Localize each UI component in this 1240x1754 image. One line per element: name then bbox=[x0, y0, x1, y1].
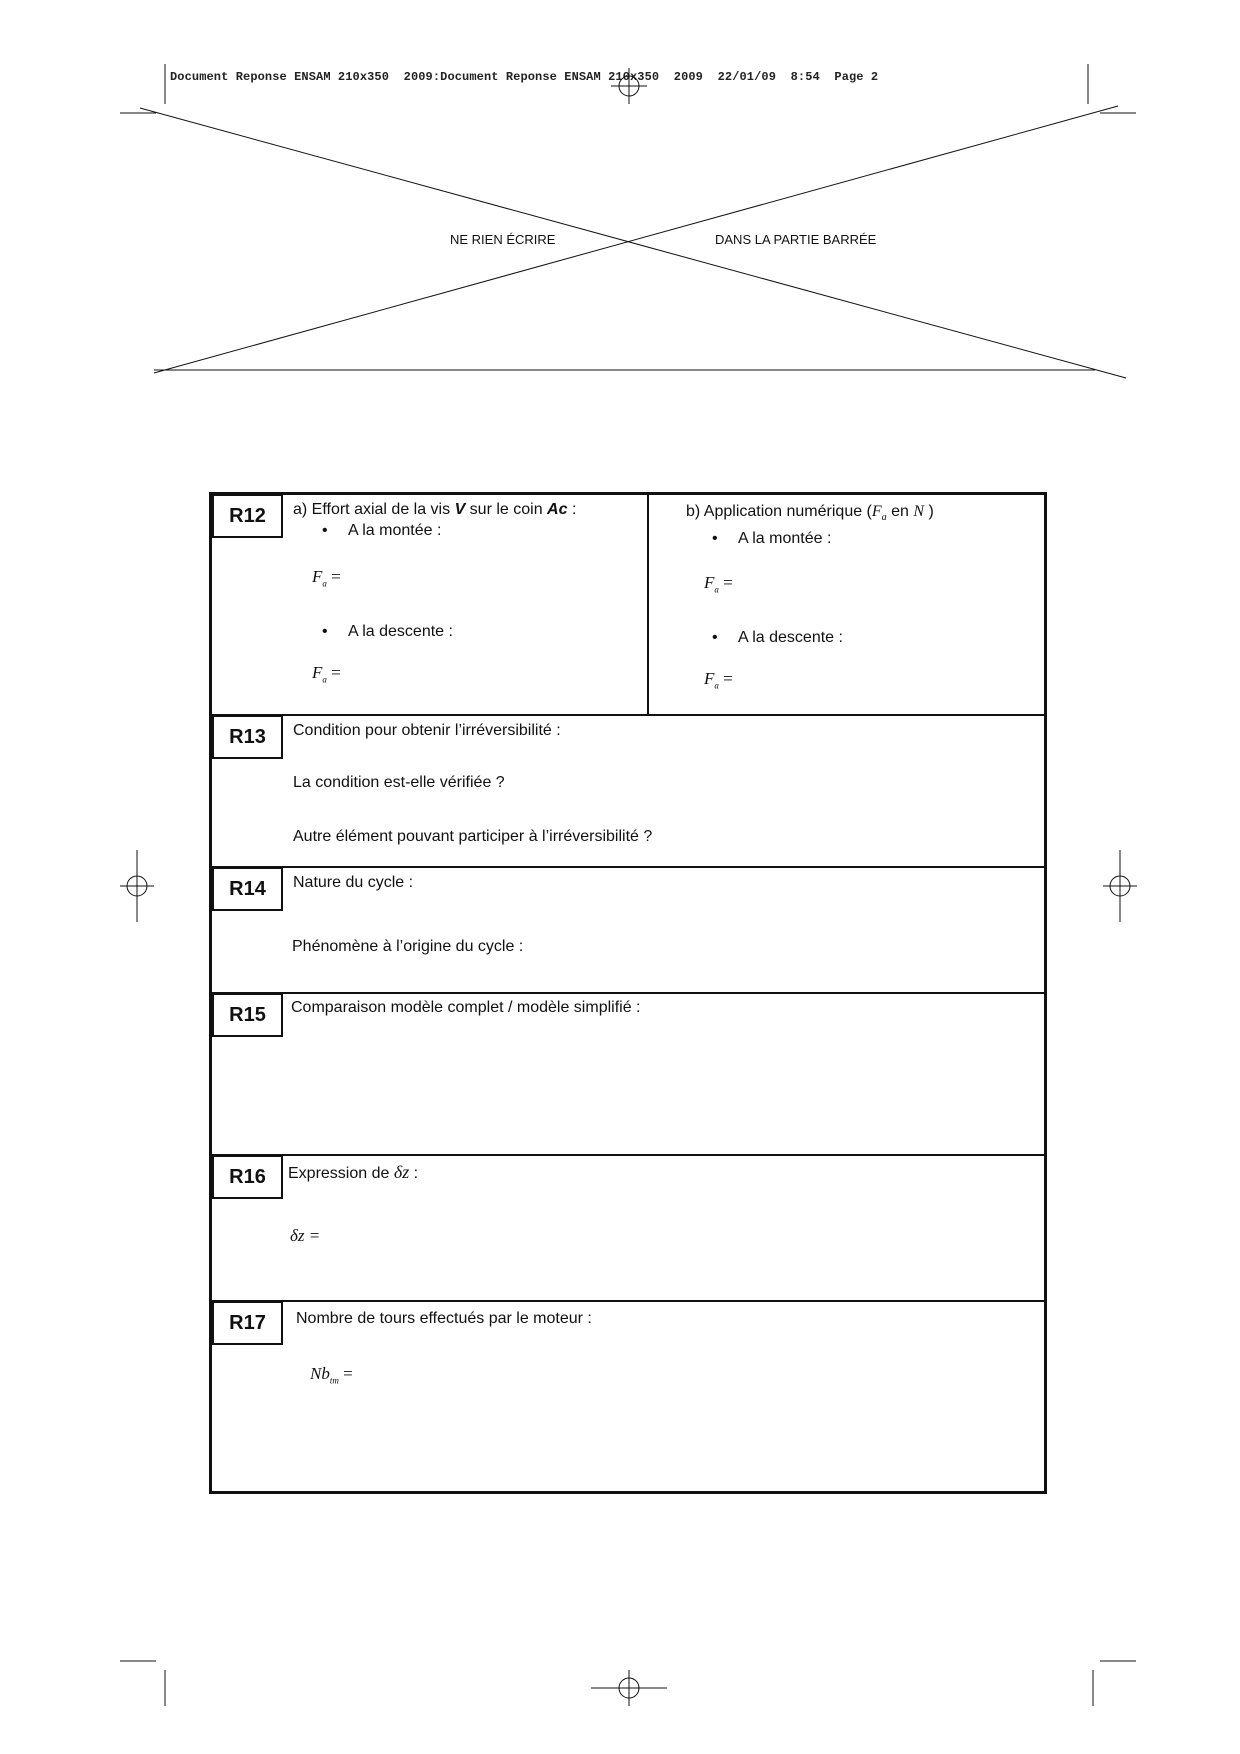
registration-mark-top bbox=[611, 68, 647, 104]
r12-part-b-heading: b) Application numérique ($F_a$ en N ) bbox=[686, 503, 934, 524]
r12-column-divider bbox=[647, 495, 649, 714]
r12-b-descente-item: • A la descente : bbox=[712, 629, 843, 646]
registration-mark-bottom bbox=[591, 1670, 667, 1706]
r13-condition-prompt: Condition pour obtenir l’irréversibilité : bbox=[293, 722, 561, 739]
question-tag-r15: R15 bbox=[211, 993, 283, 1037]
r13-verification-prompt: La condition est-elle vérifiée ? bbox=[293, 774, 505, 791]
print-header: Document Reponse ENSAM 210x350 2009:Document Reponse ENSAM 210x350 2009 22/01/09 8:54 Page 2 bbox=[170, 70, 879, 84]
question-r17 bbox=[212, 1302, 1044, 1491]
r16-expression-prompt: Expression de δz : bbox=[288, 1162, 419, 1182]
r17-motor-turns-prompt: Nombre de tours effectués par le moteur : bbox=[296, 1310, 592, 1327]
r12-part-a-heading: a) Effort axial de la vis V sur le coin Ac : bbox=[293, 501, 577, 518]
question-tag-r13: R13 bbox=[211, 715, 283, 759]
r12-b-montee-item: • A la montée : bbox=[712, 530, 832, 547]
barred-zone-right-text: DANS LA PARTIE BARRÉE bbox=[715, 232, 877, 247]
question-r15 bbox=[212, 994, 1044, 1156]
question-r14 bbox=[212, 868, 1044, 994]
question-r16 bbox=[212, 1156, 1044, 1302]
r13-other-element-prompt: Autre élément pouvant participer à l’irréversibilité ? bbox=[293, 828, 653, 845]
registration-mark-left bbox=[120, 850, 154, 922]
question-tag-r14: R14 bbox=[211, 867, 283, 911]
r12-a-montee-item: • A la montée : bbox=[322, 522, 442, 539]
question-tag-r16: R16 bbox=[211, 1155, 283, 1199]
r12-a-montee-answer-field[interactable]: $F_a$ = bbox=[312, 567, 341, 589]
r14-cycle-origin-prompt: Phénomène à l’origine du cycle : bbox=[292, 938, 524, 955]
r15-model-comparison-prompt: Comparaison modèle complet / modèle simplifié : bbox=[291, 999, 641, 1016]
r12-a-descente-answer-field[interactable]: $F_a$ = bbox=[312, 663, 341, 685]
answer-sheet bbox=[209, 492, 1047, 1494]
question-r12 bbox=[212, 495, 1044, 716]
barred-zone-left-text: NE RIEN ÉCRIRE bbox=[450, 232, 556, 247]
question-r13 bbox=[212, 716, 1044, 868]
r12-a-descente-item: • A la descente : bbox=[322, 623, 453, 640]
r16-answer-field[interactable]: δz = bbox=[290, 1226, 321, 1245]
registration-mark-right bbox=[1103, 850, 1137, 922]
r17-answer-field[interactable]: $Nb_{tm}$ = bbox=[310, 1364, 353, 1386]
barred-zone-cross bbox=[140, 106, 1126, 378]
question-tag-r17: R17 bbox=[211, 1301, 283, 1345]
r12-b-descente-answer-field[interactable]: $F_a$ = bbox=[704, 669, 733, 691]
question-tag-r12: R12 bbox=[211, 494, 283, 538]
r12-b-montee-answer-field[interactable]: $F_a$ = bbox=[704, 573, 733, 595]
r14-cycle-nature-prompt: Nature du cycle : bbox=[293, 874, 414, 891]
